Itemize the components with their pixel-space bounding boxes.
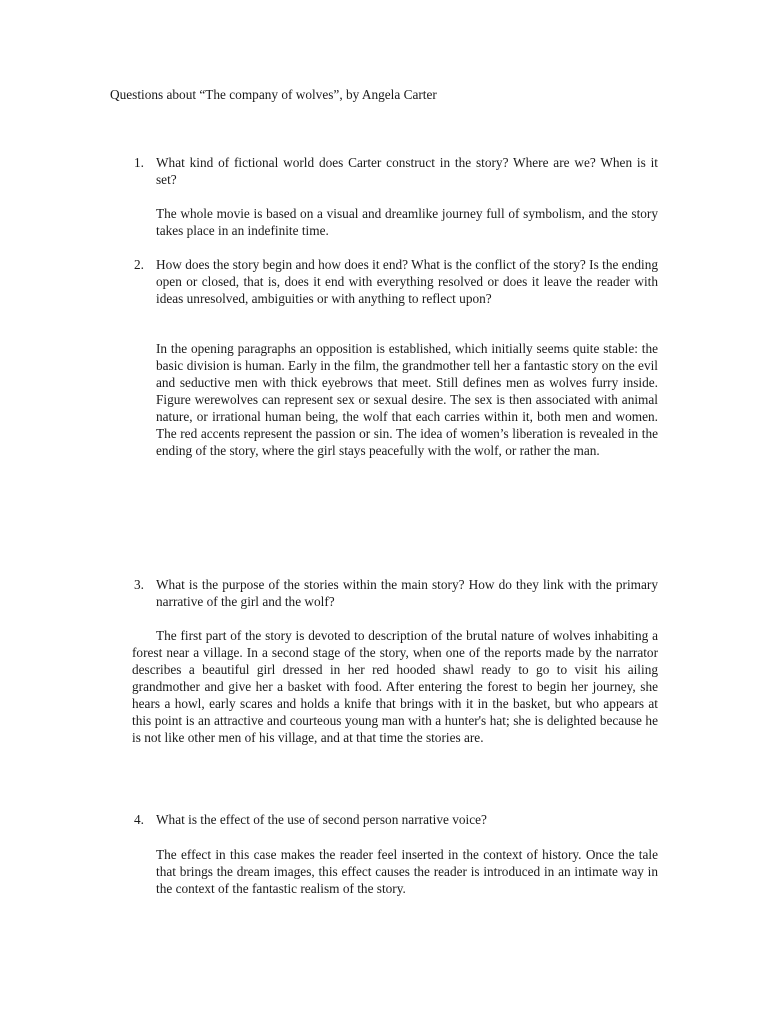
question-number: 2. [134,257,144,272]
question-number: 3. [134,577,144,592]
answer-3: The first part of the story is devoted to description of the brutal nature of wolves inhabiting a forest near a village. In a second stage of the story, when one of the reports made by the narrator describes a beautiful girl dressed in her red hooded shawl ready to go to visit his ailing grandmother and give her a basket with food. After entering the forest to begin her journey, she hears a howl, early scares and holds a knife that brings with it in the basket, but who appears at this point is an attractive and courteous young man with a hunter's hat; she is delighted because he is not like other men of his village, and at that time the stories are. [132,628,658,745]
question-text: What is the effect of the use of second person narrative voice? [156,812,487,827]
answer-1: The whole movie is based on a visual and dreamlike journey full of symbolism, and the story takes place in an indefinite time. [156,206,658,238]
question-text: What kind of fictional world does Carter construct in the story? Where are we? When is it set? [156,155,658,187]
answer-4: The effect in this case makes the reader feel inserted in the context of history. Once the tale that brings the dream images, this effect causes the reader is introduced in an intimate way in the context of the fantastic realism of the story. [156,847,658,896]
question-text: How does the story begin and how does it end? What is the conflict of the story? Is the ending open or closed, that is, does it end with everything resolved or does it leave the reader with ideas unresolved, ambiguities or with anything to reflect upon? [156,257,658,306]
question-text: What is the purpose of the stories within the main story? How do they link with the primary narrative of the girl and the wolf? [156,577,658,609]
question-number: 4. [134,812,144,827]
question-2 [134,256,658,307]
answer-2: In the opening paragraphs an opposition is established, which initially seems quite stable: the basic division is human. Early in the film, the grandmother tell her a fantastic story on the evil and seductive men with thick eyebrows that meet. Still defines men as wolves furry inside. Figure werewolves can represent sex or sexual desire. The sex is then associated with animal nature, or irrational human being, the wolf that each carries within it, both men and women. The red accents represent the passion or sin. The idea of women’s liberation is revealed in the ending of the story, where the girl stays peacefully with the wolf, or rather the man. [156,341,658,458]
question-3 [134,576,658,610]
document-title: Questions about “The company of wolves”, by Angela Carter [110,87,437,102]
question-number: 1. [134,155,144,170]
question-1 [134,154,658,188]
question-4 [134,811,658,828]
